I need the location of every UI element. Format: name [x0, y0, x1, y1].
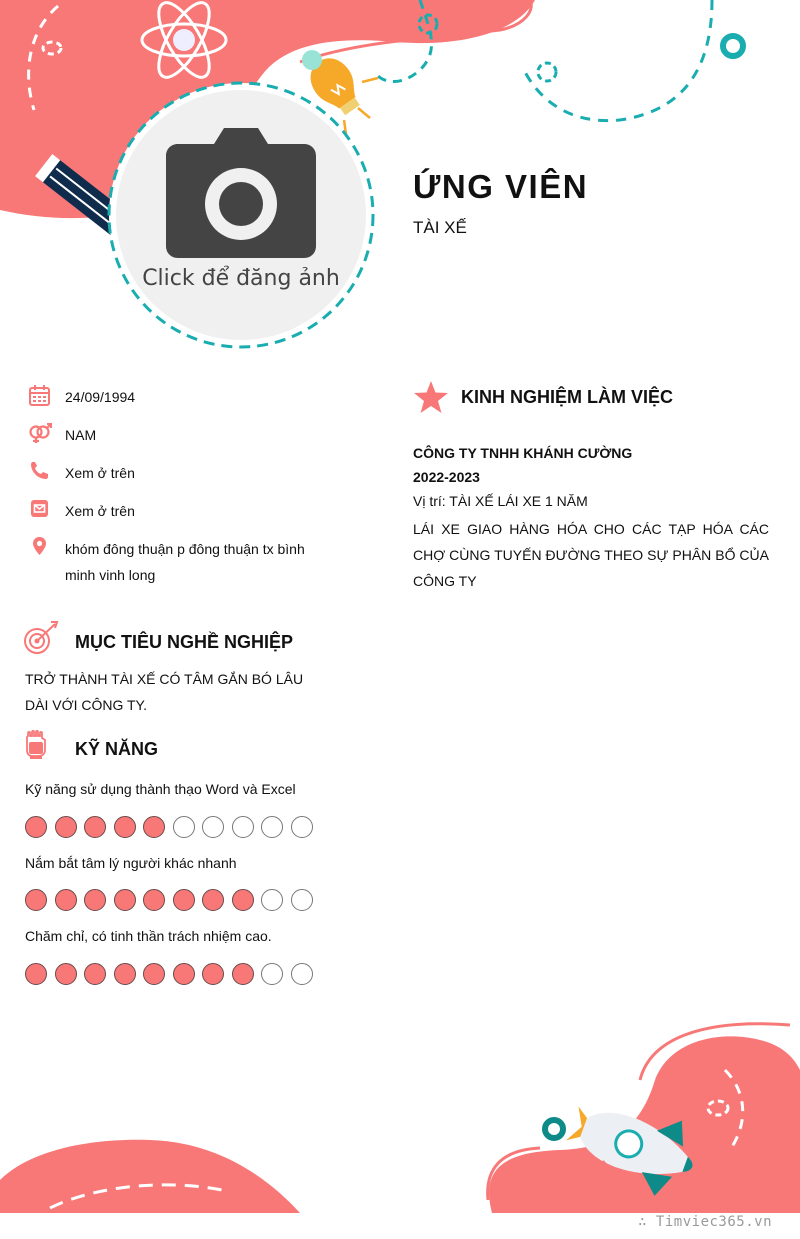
- rating-dot-filled: [232, 889, 254, 911]
- target-icon: [22, 620, 60, 656]
- contact-birthday: [28, 384, 348, 410]
- teal-dashed-curve-2: [525, 0, 712, 121]
- email-icon: [28, 498, 52, 520]
- rating-dot-filled: [114, 889, 136, 911]
- rating-dot-empty: [291, 889, 313, 911]
- rating-dot-filled: [173, 963, 195, 985]
- skill-rating: [25, 963, 320, 985]
- rating-dot-filled: [202, 889, 224, 911]
- rating-dot-filled: [143, 963, 165, 985]
- rating-dot-empty: [202, 816, 224, 838]
- rating-dot-filled: [84, 963, 106, 985]
- rating-dot-filled: [84, 816, 106, 838]
- experience-company: CÔNG TY TNHH KHÁNH CƯỜNG: [413, 445, 633, 461]
- rating-dot-filled: [173, 889, 195, 911]
- calendar-icon: [28, 384, 52, 406]
- rating-dot-filled: [202, 963, 224, 985]
- teal-ring-icon: [723, 36, 743, 56]
- rating-dot-filled: [143, 889, 165, 911]
- rating-dot-filled: [25, 816, 47, 838]
- experience-period: 2022-2023: [413, 469, 480, 485]
- experience-position: Vị trí: TÀI XẾ LÁI XE 1 NĂM: [413, 493, 588, 509]
- contact-address: [28, 536, 348, 590]
- rating-dot-filled: [232, 963, 254, 985]
- star-icon: [413, 380, 449, 414]
- objective-text: TRỞ THÀNH TÀI XẾ CÓ TÂM GẮN BÓ LÂU DÀI VỚI CÔNG TY.: [25, 671, 304, 713]
- email-text: Xem ở trên: [65, 503, 135, 519]
- rating-dot-empty: [261, 963, 283, 985]
- contact-gender: [28, 422, 348, 448]
- rating-dot-filled: [55, 963, 77, 985]
- objective-title: MỤC TIÊU NGHỀ NGHIỆP: [75, 632, 294, 652]
- rating-dot-filled: [25, 963, 47, 985]
- avatar-caption: Click để đăng ảnh: [142, 266, 340, 291]
- avatar-upload[interactable]: [116, 90, 366, 340]
- watermark-text: ∴ Timviec365.vn: [638, 1214, 772, 1230]
- candidate-name: ỨNG VIÊN: [413, 168, 589, 205]
- candidate-role: TÀI XẾ: [413, 218, 467, 237]
- address-text: khóm đông thuận p đông thuận tx bình minh vinh long: [65, 541, 305, 583]
- phone-text: Xem ở trên: [65, 465, 135, 481]
- contact-phone: [28, 460, 348, 486]
- birthday-text: 24/09/1994: [65, 389, 136, 405]
- rating-dot-empty: [291, 963, 313, 985]
- experience-description: LÁI XE GIAO HÀNG HÓA CHO CÁC TẠP HÓA CÁC CHỢ CÙNG TUYẾN ĐƯỜNG THEO SỰ PHÂN BỔ CỦA CÔNG TY: [413, 521, 769, 589]
- skill-label: Nắm bắt tâm lý người khác nhanh: [25, 855, 237, 871]
- experience-title: KINH NGHIỆM LÀM VIỆC: [461, 387, 674, 407]
- rating-dot-filled: [55, 816, 77, 838]
- contact-email: [28, 498, 348, 524]
- rating-dot-filled: [143, 816, 165, 838]
- camera-icon: [166, 126, 316, 258]
- rating-dot-filled: [114, 963, 136, 985]
- rating-dot-empty: [261, 889, 283, 911]
- rating-dot-empty: [232, 816, 254, 838]
- rating-dot-empty: [291, 816, 313, 838]
- skill-rating: [25, 816, 320, 838]
- rating-dot-filled: [114, 816, 136, 838]
- rating-dot-filled: [25, 889, 47, 911]
- skills-title: KỸ NĂNG: [75, 739, 159, 759]
- rating-dot-filled: [84, 889, 106, 911]
- location-pin-icon: [28, 536, 52, 558]
- skill-label: Chăm chỉ, có tinh thần trách nhiệm cao.: [25, 928, 272, 944]
- phone-icon: [28, 460, 52, 482]
- hand-fist-icon: [24, 730, 48, 760]
- rating-dot-filled: [55, 889, 77, 911]
- gender-text: NAM: [65, 427, 97, 443]
- rating-dot-empty: [173, 816, 195, 838]
- gender-icon: [28, 422, 52, 444]
- rating-dot-empty: [261, 816, 283, 838]
- skill-rating: [25, 889, 320, 911]
- skill-label: Kỹ năng sử dụng thành thạo Word và Excel: [25, 781, 296, 797]
- bottom-left-blob: [0, 1140, 300, 1213]
